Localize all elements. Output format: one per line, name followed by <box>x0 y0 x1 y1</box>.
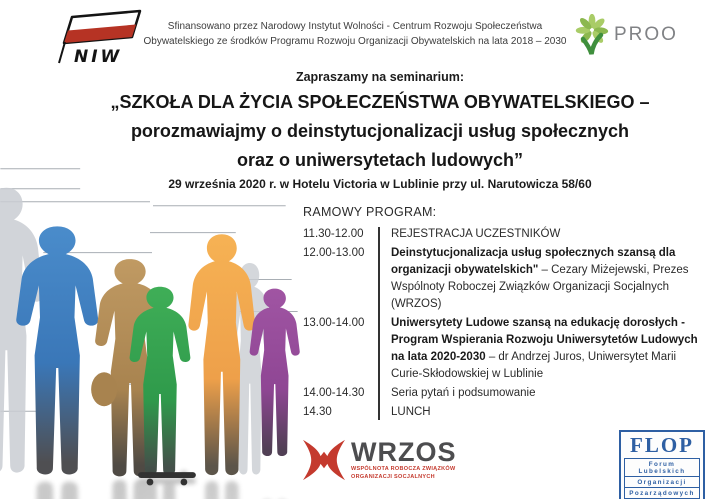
program-section <box>303 205 705 421</box>
program-row <box>303 315 705 383</box>
program-time: 14.00-14.30 <box>303 387 365 399</box>
title-line-1: „SZKOŁA DLA ŻYCIA SPOŁECZEŃSTWA OBYWATELSKIEGO – <box>110 92 650 112</box>
niw-label: NIW <box>74 47 123 66</box>
title-line-3: oraz o uniwersytetach ludowych” <box>236 150 524 170</box>
program-row <box>303 226 705 243</box>
seminar-date-location: 29 września 2020 r. w Hotelu Victoria w Lublinie przy ul. Narutowicza 58/60 <box>168 177 592 191</box>
seminar-title <box>40 88 720 175</box>
program-description: Deinstytucjonalizacja usług społecznych szansą dla organizacji obywatelskich" – Cezary Miżejewski, Prezes Wspólnoty Roboczej Związków Organizacji Socjalnych (WRZOS) <box>391 247 689 310</box>
wrzos-icon <box>303 438 345 482</box>
program-time: 11.30-12.00 <box>303 228 364 240</box>
wrzos-name: WRZOS <box>351 437 457 467</box>
program-row <box>303 245 705 313</box>
funding-line-2: Obywatelskiego ze środków Programu Rozwoju Organizacji Obywatelskich na lata 2018 – 2030 <box>143 36 567 47</box>
funding-line-1: Sfinansowano przez Narodowy Instytut Wolności - Centrum Rozwoju Społeczeństwa <box>167 21 543 32</box>
wrzos-text <box>351 438 457 481</box>
program-row <box>303 404 705 421</box>
program-time: 12.00-13.00 <box>303 247 365 259</box>
flop-subtitle: Forum Lubelskich Organizacji Pozarządowych <box>624 458 700 499</box>
program-row <box>303 385 705 402</box>
flop-name: FLOP <box>630 433 694 457</box>
program-time: 14.30 <box>303 406 332 418</box>
program-description: Uniwersytety Ludowe szansą na edukację dorosłych - Program Wspierania Rozwoju Uniwersytetów Ludowych na lata 2020-2030 – dr Andrzej Juros, Uniwersytet Marii Curie-Skłodowskiej w Lublinie <box>391 317 698 380</box>
seminar-lead: Zapraszamy na seminarium: <box>295 70 465 84</box>
program-description: LUNCH <box>391 406 431 418</box>
program-table <box>303 226 705 421</box>
proo-logo <box>574 14 678 56</box>
wrzos-logo <box>303 438 457 482</box>
program-description: Seria pytań i podsumowanie <box>391 387 536 399</box>
title-line-2: porozmawiajmy o deinstytucjonalizacji usług społecznych <box>130 121 630 141</box>
flop-logo <box>619 430 705 499</box>
program-time: 13.00-14.00 <box>303 317 365 329</box>
program-description: REJESTRACJA UCZESTNIKÓW <box>391 228 561 240</box>
wrzos-subtitle: WSPÓLNOTA ROBOCZA ZWIĄZKÓW ORGANIZACJI SOCJALNYCH <box>351 466 456 480</box>
program-heading: RAMOWY PROGRAM: <box>303 205 437 219</box>
proo-flower-icon <box>574 14 610 56</box>
proo-label: PROO <box>614 24 678 45</box>
